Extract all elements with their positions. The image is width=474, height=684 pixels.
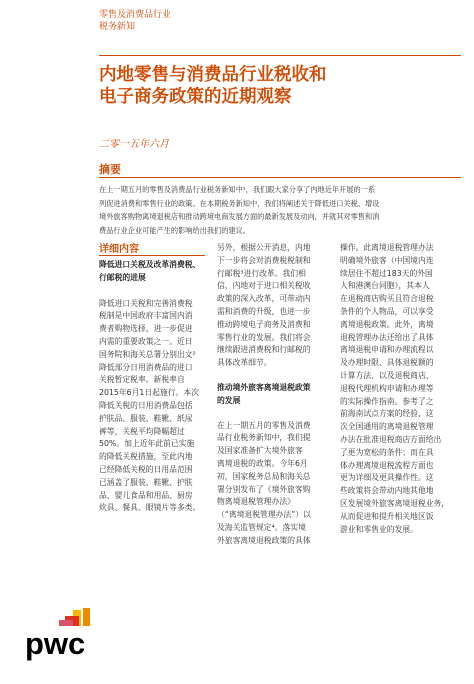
col3-line: 明确境外旅客（中国境内连 (340, 255, 434, 265)
col2-line: 信，内地对于进口相关税收 (217, 281, 311, 291)
col3-line: 操作。此离境退税管理办法 (340, 243, 434, 252)
col2-line: 推动跨境电子商务及消费和 (217, 319, 311, 329)
col1-line: 已涵盖了服装、鞋靴、护肤 (99, 477, 193, 487)
col1-line: 已经降低关税的日用品范围 (99, 464, 193, 474)
summary-rule (99, 177, 461, 178)
col3-line: 些政策将会带动内地其他地 (340, 486, 434, 496)
col3-line: 更为详细及更具操作性。这 (340, 473, 434, 483)
col2-line: 政策的深入改革，可带动内 (217, 294, 311, 304)
col3-line: 了更为宽松的条件；而在具 (340, 447, 434, 457)
col1-line: 降低进口关税和完善消费税 (99, 298, 193, 308)
col1-line: 品、婴儿食品和用品、厨房 (99, 490, 193, 500)
col1-line: 2015年6月1日起施行。本次 (99, 388, 199, 398)
col3-line: 游业和零售业的发展。 (340, 524, 418, 534)
col1-line: 炊具、餐具、眼镜片等多类。 (99, 503, 201, 513)
col2-line: 及海关监管规定⁴。落实境 (217, 522, 306, 532)
col3-line: 在退税商店购买且符合退税 (340, 294, 434, 304)
publication-date: 二零一五年六月 (99, 139, 169, 150)
column-3 (340, 242, 462, 536)
col2-line: 物离境退税管理办法》 (217, 497, 295, 507)
col2-line: 品行业税务新知中，我们提 (217, 433, 311, 443)
col2-line: 下一步将会对消费税税制和 (217, 255, 311, 265)
summary-line: 费品行业企业可能产生的影响给出我们的建议。 (99, 225, 250, 235)
col2-subheading: 推动境外旅客离境退税政策 (217, 382, 311, 392)
col3-line: 的实际操作指南。参考了之 (340, 396, 434, 406)
summary-paragraph (99, 183, 461, 237)
col1-line: 内需的重要政策之一。近日 (99, 336, 193, 346)
col3-line: 人和港澳台同胞），其本人 (340, 281, 430, 291)
title-line: 内地零售与消费品行业税收和 (99, 65, 327, 85)
col3-line: 续居住不超过183天的外国 (340, 268, 433, 278)
col1-line: 裤等，关税平均降幅超过 (99, 426, 185, 436)
col3-line: 从而促进和提升相关地区饭 (340, 511, 434, 521)
title-line: 电子商务政策的近期观察 (99, 87, 292, 107)
col2-line: 离境退税的政策。今年6月 (217, 458, 308, 468)
summary-line: 在上一期五月的零售及消费品行业税务新知中¹，我们跟大家分享了内地近年开展的一系 (99, 185, 376, 194)
col2-line: 需和消费的升级，也进一步 (217, 306, 311, 316)
col3-line: 及办理时限、具体退税额的 (340, 358, 434, 368)
col2-line: 另外，根据公开消息，内地 (217, 243, 311, 252)
col2-subheading: 的发展 (217, 395, 241, 405)
detail-heading: 详细内容 (99, 244, 139, 255)
col2-line: 及国家准备扩大境外旅客 (217, 446, 303, 456)
summary-line: 列促进消费和零售行业的政策。在本期税务新知中，我们将阐述关于降低进口关税、增设 (99, 198, 380, 208)
col2-line: 在上一期五月的零售及消费 (217, 420, 311, 430)
col3-line: 离境退税政策。此外，离境 (340, 319, 434, 329)
col3-line: 条件的个人物品，可以享受 (340, 306, 434, 316)
col2-line: 继续跟进消费税和行邮税的 (217, 345, 311, 355)
col2-line: 初，国家税务总局和海关总 (217, 471, 311, 481)
col3-line: 离境退税申请和办理流程以 (340, 345, 434, 355)
document-title (99, 64, 399, 108)
detail-rule (99, 255, 205, 256)
col1-line: 关税暂定税率。新税率自 (99, 375, 185, 385)
col1-subheading: 降低进口关税及改革消费税、 (99, 260, 201, 269)
col3-line: 退税代理机构申请和办理等 (340, 383, 434, 393)
col2-line: 零售行业的发展。我们将会 (217, 332, 311, 342)
col2-line: 具体改革细节。 (217, 358, 272, 368)
pwc-logo (25, 608, 125, 668)
header-rule (99, 55, 461, 56)
column-1 (99, 259, 207, 515)
col3-line: 区发展境外旅客离境退税业务， (340, 498, 450, 508)
series-label-line1: 零售及消费品行业 (99, 10, 172, 20)
col3-line: 办法在批准退税商店方面给出 (340, 434, 442, 444)
col3-line: 次全国通用的离境退税管理 (340, 422, 434, 432)
col1-line: 的降低关税措施，至此内地 (99, 452, 193, 462)
summary-heading: 摘要 (99, 163, 121, 176)
col1-line: 50%。加上近年此前已实施 (99, 439, 195, 449)
column-2 (217, 242, 329, 548)
col3-line: 体办理离境退税流程方面也 (340, 460, 434, 470)
col1-line: 护肤品、服装、鞋靴、纸尿 (99, 413, 193, 423)
summary-line: 境外旅客购物离境退税店和推动跨境电商发展方面的最新发展及动向，并就其对零售和消 (99, 212, 380, 221)
col3-line: 前海南试点方案的经验，这 (340, 409, 434, 419)
col2-line: 行邮税³进行改革。我们相 (217, 268, 306, 278)
col3-line: 计算方法、以及退税商店、 (340, 370, 434, 380)
col1-subheading: 行邮税的进展 (99, 272, 146, 282)
col2-line: 署分别发布了《境外旅客购 (217, 484, 311, 494)
series-label-line2: 税务新知 (99, 22, 136, 32)
col3-line: 退税管理办法还给出了具体 (340, 332, 434, 342)
pwc-wordmark: pwc (25, 626, 86, 661)
series-label (99, 9, 171, 33)
pwc-logo-mark (25, 608, 125, 668)
col2-line: 外旅客离境退税政策的具体 (217, 535, 311, 545)
col1-line: 费者购物选择，进一步促进 (99, 324, 193, 334)
col1-line: 国务院和海关总署分别出文² (99, 349, 196, 359)
col2-line: （“离境退税管理办法”）以 (217, 510, 311, 520)
col1-line: 降低关税的日用消费品包括 (99, 400, 193, 410)
logo-block-orange (83, 608, 90, 626)
col1-line: 税制是中国政府丰富国内消 (99, 311, 193, 321)
col1-line: 降低部分日用消费品的进口 (99, 362, 193, 372)
